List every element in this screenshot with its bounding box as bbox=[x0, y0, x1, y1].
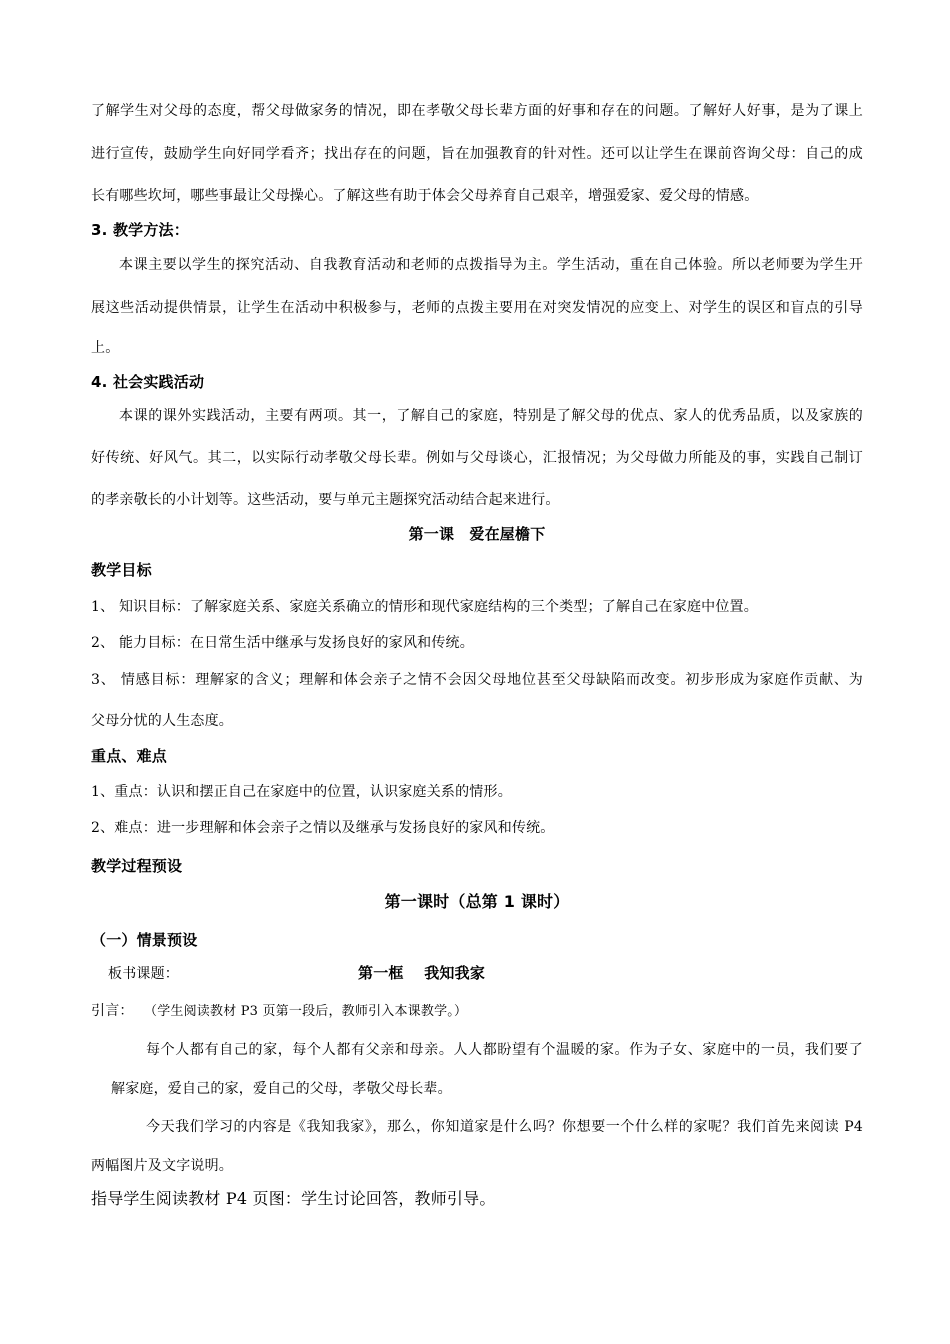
goal-item-2: 2、 能力目标：在日常生活中继承与发扬良好的家风和传统。 bbox=[91, 635, 474, 651]
board-label: 板书课题： bbox=[108, 966, 179, 982]
intro-paragraph-1-line-2: 解家庭，爱自己的家，爱自己的父母，孝敬父母长辈。 bbox=[111, 1081, 452, 1097]
intro-paragraph-line-3: 长有哪些坎坷，哪些事最让父母操心。了解这些有助于体会父母养育自己艰辛，增强爱家、爱父母的情感。 bbox=[91, 188, 759, 204]
scenario-heading: （一）情景预设 bbox=[91, 931, 198, 949]
period-title: 第一课时（总第 1 课时） bbox=[384, 892, 570, 911]
process-heading: 教学过程预设 bbox=[91, 857, 183, 875]
key-point-1: 1、重点：认识和摆正自己在家庭中的位置，认识家庭关系的情形。 bbox=[91, 784, 512, 800]
section-4-line-3: 的孝亲敬长的小计划等。这些活动，要与单元主题探究活动结合起来进行。 bbox=[91, 492, 560, 508]
section-4-line-2: 好传统、好风气。其二，以实际行动孝敬父母长辈。例如与父母谈心，汇报情况；为父母做力所能及的事，实践自己制订 bbox=[91, 450, 863, 466]
intro-label: 引言： bbox=[91, 1003, 134, 1019]
goal-item-1: 1、 知识目标：了解家庭关系、家庭关系确立的情形和现代家庭结构的三个类型；了解自己在家庭中位置。 bbox=[91, 599, 758, 615]
section-4-heading: 4. 社会实践活动 bbox=[91, 373, 205, 391]
goals-heading: 教学目标 bbox=[91, 561, 152, 579]
section-3-line-2: 展这些活动提供情景，让学生在活动中积极参与，老师的点拨主要用在对突发情况的应变上、对学生的误区和盲点的引导 bbox=[91, 300, 863, 316]
goal-item-3-line-1: 3、 情感目标：理解家的含义；理解和体会亲子之情不会因父母地位甚至父母缺陷而改变。初步形成为家庭作贡献、为 bbox=[91, 672, 863, 688]
intro-paragraph-2-line-1: 今天我们学习的内容是《我知我家》，那么，你知道家是什么吗？你想要一个什么样的家呢？我们首先来阅读 P4 bbox=[146, 1119, 863, 1135]
lesson-title: 第一课 爱在屋檐下 bbox=[408, 525, 546, 543]
section-3-line-1: 本课主要以学生的探究活动、自我教育活动和老师的点拨指导为主。学生活动，重在自己体验。所以老师要为学生开 bbox=[119, 257, 863, 273]
intro-paragraph-line-2: 进行宣传，鼓励学生向好同学看齐；找出存在的问题，旨在加强教育的针对性。还可以让学生在课前咨询父母：自己的成 bbox=[91, 146, 863, 162]
intro-paragraph-2-line-2: 两幅图片及文字说明。 bbox=[91, 1158, 233, 1174]
intro-paragraph-1-line-1: 每个人都有自己的家，每个人都有父亲和母亲。人人都盼望有个温暖的家。作为子女、家庭中的一员，我们要了 bbox=[146, 1042, 863, 1058]
key-points-heading: 重点、难点 bbox=[91, 747, 168, 765]
section-4-line-1: 本课的课外实践活动，主要有两项。其一，了解自己的家庭，特别是了解父母的优点、家人的优秀品质，以及家族的 bbox=[119, 408, 863, 424]
guide-line: 指导学生阅读教材 P4 页图：学生讨论回答，教师引导。 bbox=[91, 1189, 496, 1208]
goal-item-3-line-2: 父母分忧的人生态度。 bbox=[91, 713, 233, 729]
intro-paragraph-line-1: 了解学生对父母的态度，帮父母做家务的情况，即在孝敬父母长辈方面的好事和存在的问题。了解好人好事，是为了课上 bbox=[91, 103, 863, 119]
section-3-line-3: 上。 bbox=[91, 340, 120, 356]
intro-note: （学生阅读教材 P3 页第一段后，教师引入本课教学。） bbox=[144, 1004, 468, 1019]
section-3-heading: 3. 教学方法： bbox=[91, 221, 189, 239]
board-title: 第一框 我知我家 bbox=[358, 964, 486, 982]
key-point-2: 2、难点：进一步理解和体会亲子之情以及继承与发扬良好的家风和传统。 bbox=[91, 820, 555, 836]
